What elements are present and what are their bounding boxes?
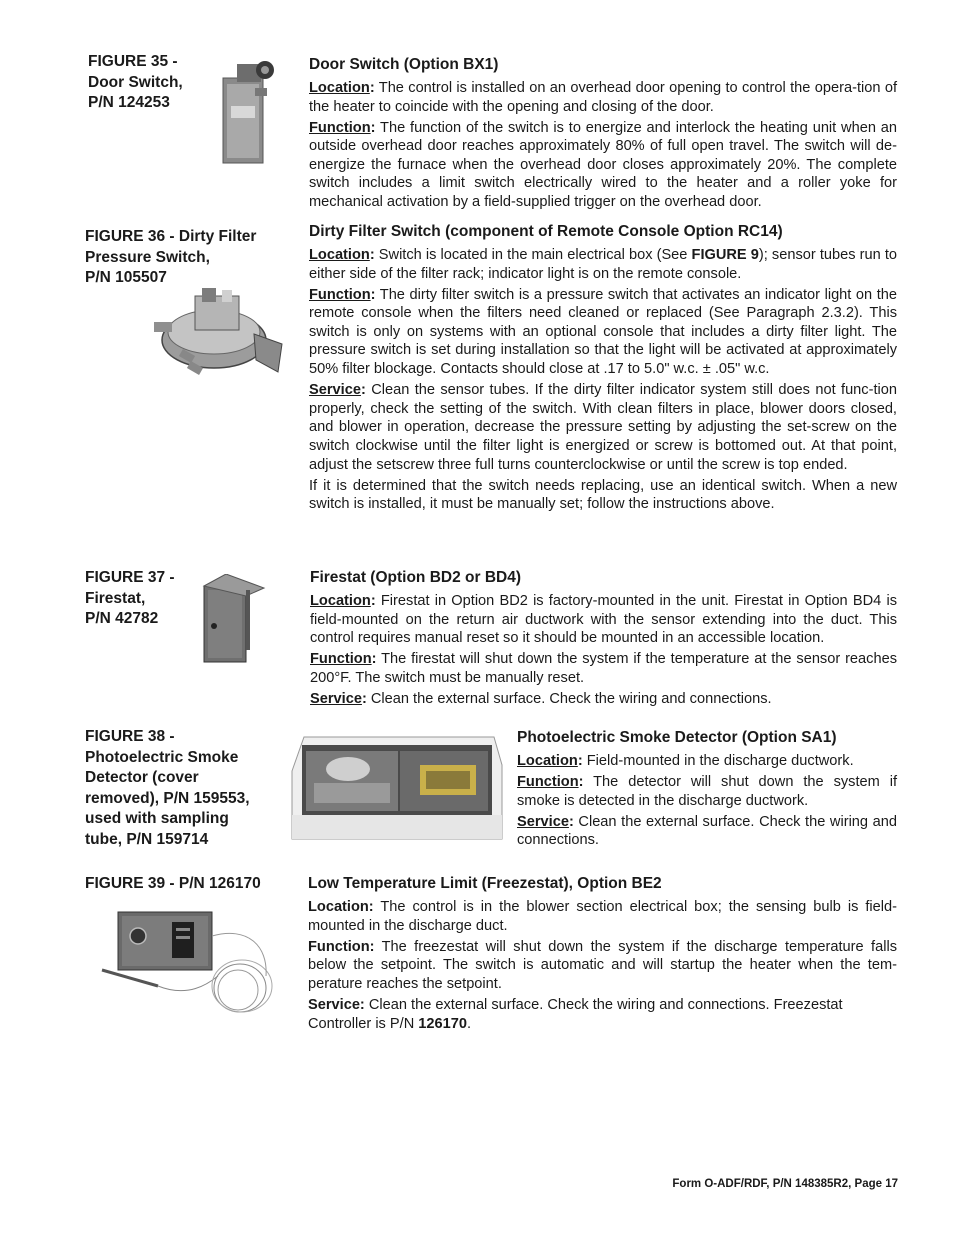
figure-35-caption: FIGURE 35 - Door Switch, P/N 124253 [88,53,183,111]
firestat-section [310,568,897,711]
firestat-title: Firestat (Option BD2 or BD4) [310,569,521,586]
smoke-detector-image [290,735,506,845]
figure-38-caption: FIGURE 38 - Photoelectric Smoke Detector (cover removed), P/N 159553, used with sampling tube, P/N 159714 [85,728,250,848]
dirty-filter-service: Service: Clean the sensor tubes. If the dirty filter indicator system still does not func-tion properly, check the setting of the switch. With clean filters in place, blower doors closed, and blower in operation, decrease the pressure setting by adjusting the set-screw on the switch clockwise until the filter light is energized or screw is bottomed out. At that point, adjust the setscrew three full turns counterclockwise or until the screw is top ended. [309,382,897,473]
figure-37-caption: FIGURE 37 - Firestat, P/N 42782 [85,569,175,627]
dirty-filter-switch-image [150,282,285,387]
freezestat-location: Location: The control is in the blower section electrical box; the sensing bulb is field-mounted in the discharge duct. [308,899,897,934]
dirty-filter-location: Location: Switch is located in the main electrical box (See FIGURE 9); sensor tubes run to either side of the filter rack; indicator light is on the remote console. [309,247,897,282]
dirty-filter-replace: If it is determined that the switch needs replacing, use an identical switch. When a new switch is installed, it must be manually set; follow the instructions above. [309,477,897,513]
freezestat-function: Function: The freezestat will shut down the system if the discharge temperature falls below the setpoint. The switch is automatic and will startup the heater when the tem-perature reaches the setpoint. [308,938,897,992]
firestat-image [198,574,268,664]
dirty-filter-function: Function: The dirty filter switch is a pressure switch that activates an indicator light on the remote console when the filters need cleaned or replaced (See Paragraph 2.3.2). This switch is only on systems with an optional console that includes a dirty filter light. The pressure switch is set during installation so that the light will be activated at approximately 50% filter blockage. Contacts should close at .17 to 5.0" w.c. ± .05" w.c. [309,286,897,378]
dirty-filter-title: Dirty Filter Switch (component of Remote Console Option RC14) [309,223,783,240]
freezestat-image [98,906,276,1021]
dirty-filter-section [309,222,897,516]
firestat-function: Function: The firestat will shut down the system if the temperature at the sensor reaches 200°F. The switch must be manually reset. [310,651,897,686]
door-switch-title: Door Switch (Option BX1) [309,56,499,73]
smoke-detector-title: Photoelectric Smoke Detector (Option SA1) [517,729,837,746]
page-footer: Form O-ADF/RDF, P/N 148385R2, Page 17 [672,1178,898,1190]
figure-36-caption: FIGURE 36 - Dirty Filter Pressure Switch, P/N 105507 [85,228,257,286]
door-switch-section [309,55,897,214]
firestat-service: Service: Clean the external surface. Check the wiring and connections. [310,690,772,707]
figure-39-caption: FIGURE 39 - P/N 126170 [85,875,261,892]
door-switch-function: Function: The function of the switch is to energize and interlock the heating unit when an outside overhead door reaches approximately 80% of full open travel. The switch will de-energize the furnace when the overhead door closes approximately 20%. The complete switch includes a limit switch electrically wired to the heater and a roller yoke for mechanical activation by a field-supplied trigger on the overhead door. [309,119,897,211]
smoke-detector-section [517,728,897,852]
firestat-location: Location: Firestat in Option BD2 is factory-mounted in the unit. Firestat in Option BD4 is field-mounted on the return air ductwork with the sensor extending into the duct. This control requires manual reset so it should be mounted in an accessible location. [310,593,897,647]
smoke-detector-function: Function: The detector will shut down the system if smoke is detected in the discharge ductwork. [517,774,897,809]
door-switch-image [215,60,283,165]
smoke-detector-location: Location: Field-mounted in the discharge ductwork. [517,753,854,769]
freezestat-section [308,874,897,1036]
smoke-detector-service: Service: Clean the external surface. Check the wiring and connections. [517,813,897,849]
freezestat-title: Low Temperature Limit (Freezestat), Option BE2 [308,875,662,892]
door-switch-location: Location: The control is installed on an overhead door opening to control the opera-tion of the heater to coincide with the opening and closing of the door. [309,80,897,115]
freezestat-service: Service: Clean the external surface. Check the wiring and connections. Freezestat Controller is P/N 126170. [308,996,843,1032]
